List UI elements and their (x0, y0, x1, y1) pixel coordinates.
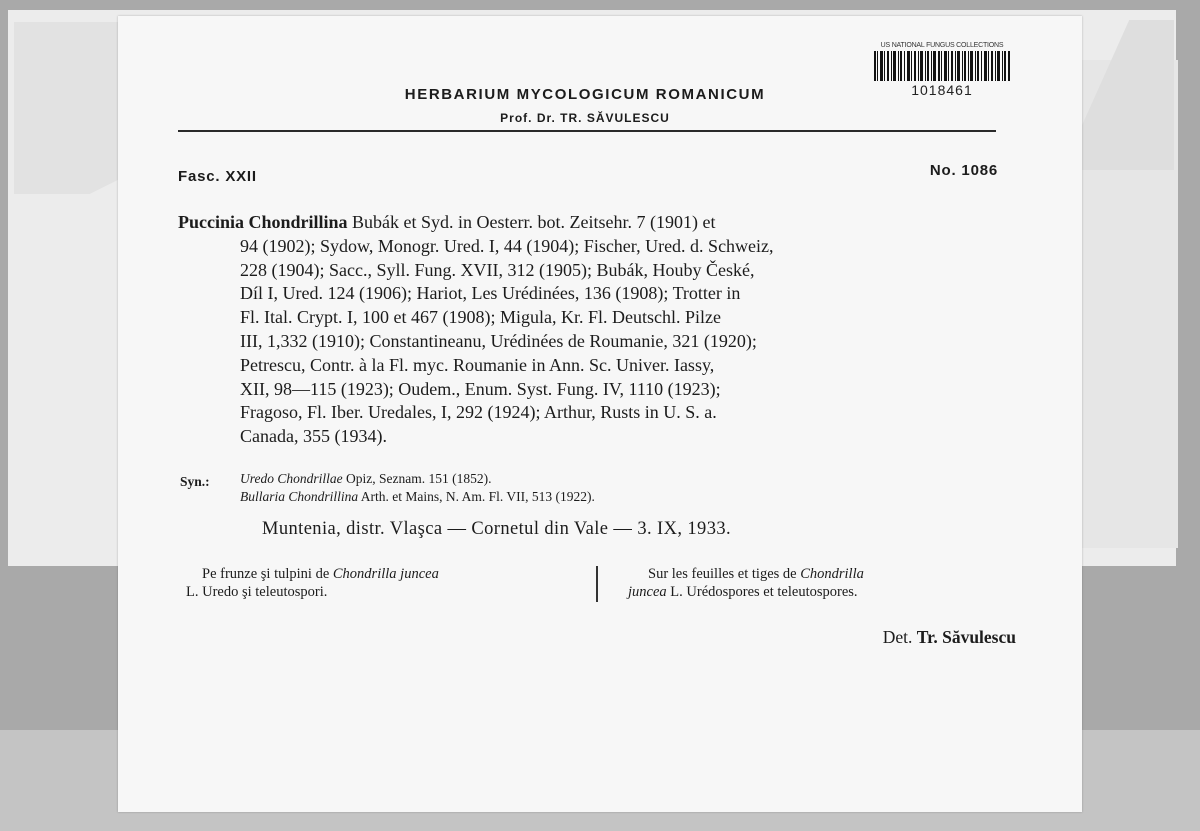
host-name: Chondrilla juncea (332, 566, 439, 582)
citation-line: Díl I, Ured. 124 (1906); Hariot, Les Urédinées, 136 (1908); Trotter in (240, 283, 741, 304)
description-fr-line2: L. Urédospores et teleutospores. (670, 584, 858, 600)
description-ro-text: Pe frunze şi tulpini de (202, 566, 330, 582)
citation-block (178, 211, 998, 449)
species-name: Puccinia Chondrillina (178, 212, 348, 232)
synonym-entry (240, 488, 940, 506)
citation-line: XII, 98—115 (1923); Oudem., Enum. Syst. Fung. IV, 1110 (1923); (240, 378, 721, 399)
description-ro-line2: L. Uredo şi teleutospori. (186, 584, 328, 600)
description-french (628, 565, 1018, 601)
citation-line: 94 (1902); Sydow, Monogr. Ured. I, 44 (1904); Fischer, Ured. d. Schweiz, (240, 235, 774, 256)
fascicle: Fasc. XXII (178, 168, 257, 185)
synonyms-label: Syn.: (180, 474, 210, 489)
determiner-label: Det. (882, 627, 913, 647)
citation-line: Canada, 355 (1934). (240, 426, 387, 447)
description-fr-text: Sur les feuilles et tiges de (648, 566, 797, 582)
description-romanian (186, 565, 570, 601)
column-divider (596, 566, 598, 602)
synonym-name: Bullaria Chondrillina (240, 489, 359, 504)
citation-line (178, 211, 998, 235)
synonym-reference: Opiz, Seznam. 151 (1852). (346, 471, 492, 486)
collection-locality: Muntenia, distr. Vlaşca — Cornetul din Vale — 3. IX, 1933. (262, 519, 732, 539)
determiner-name: Tr. Săvulescu (916, 627, 1016, 647)
citation-line-1-rest: Bubák et Syd. in Oesterr. bot. Zeitsehr. 7 (1901) et (352, 212, 716, 232)
determiner (780, 627, 1016, 648)
citation-line: Fragoso, Fl. Iber. Uredales, I, 292 (1924); Arthur, Rusts in U. S. a. (240, 402, 717, 423)
header-divider (178, 130, 996, 132)
specimen-number: No. 1086 (929, 162, 998, 179)
barcode-number: 1018461 (911, 82, 973, 98)
synonym-entry (240, 470, 940, 488)
citation-line: Petrescu, Contr. à la Fl. myc. Roumanie in Ann. Sc. Univer. Iassy, (240, 354, 715, 375)
barcode-icon (874, 51, 1010, 81)
herbarium-title: HERBARIUM MYCOLOGICUM ROMANICUM (404, 86, 766, 103)
citation-line: 228 (1904); Sacc., Syll. Fung. XVII, 312 (1905); Bubák, Houby České, (240, 259, 755, 280)
barcode-label (866, 42, 1018, 110)
synonym-name: Uredo Chondrillae (240, 471, 343, 486)
host-name: Chondrilla (800, 566, 864, 582)
barcode-caption: US NATIONAL FUNGUS COLLECTIONS (880, 42, 1004, 49)
synonym-reference: Arth. et Mains, N. Am. Fl. VII, 513 (1922). (360, 489, 595, 504)
host-name-continued: juncea (628, 584, 667, 600)
citation-line: Fl. Ital. Crypt. I, 100 et 467 (1908); Migula, Kr. Fl. Deutschl. Pilze (240, 307, 721, 328)
citation-line: III, 1,332 (1910); Constantineanu, Urédinées de Roumanie, 321 (1920); (240, 330, 757, 351)
herbarium-subtitle: Prof. Dr. TR. SĂVULESCU (500, 111, 670, 125)
